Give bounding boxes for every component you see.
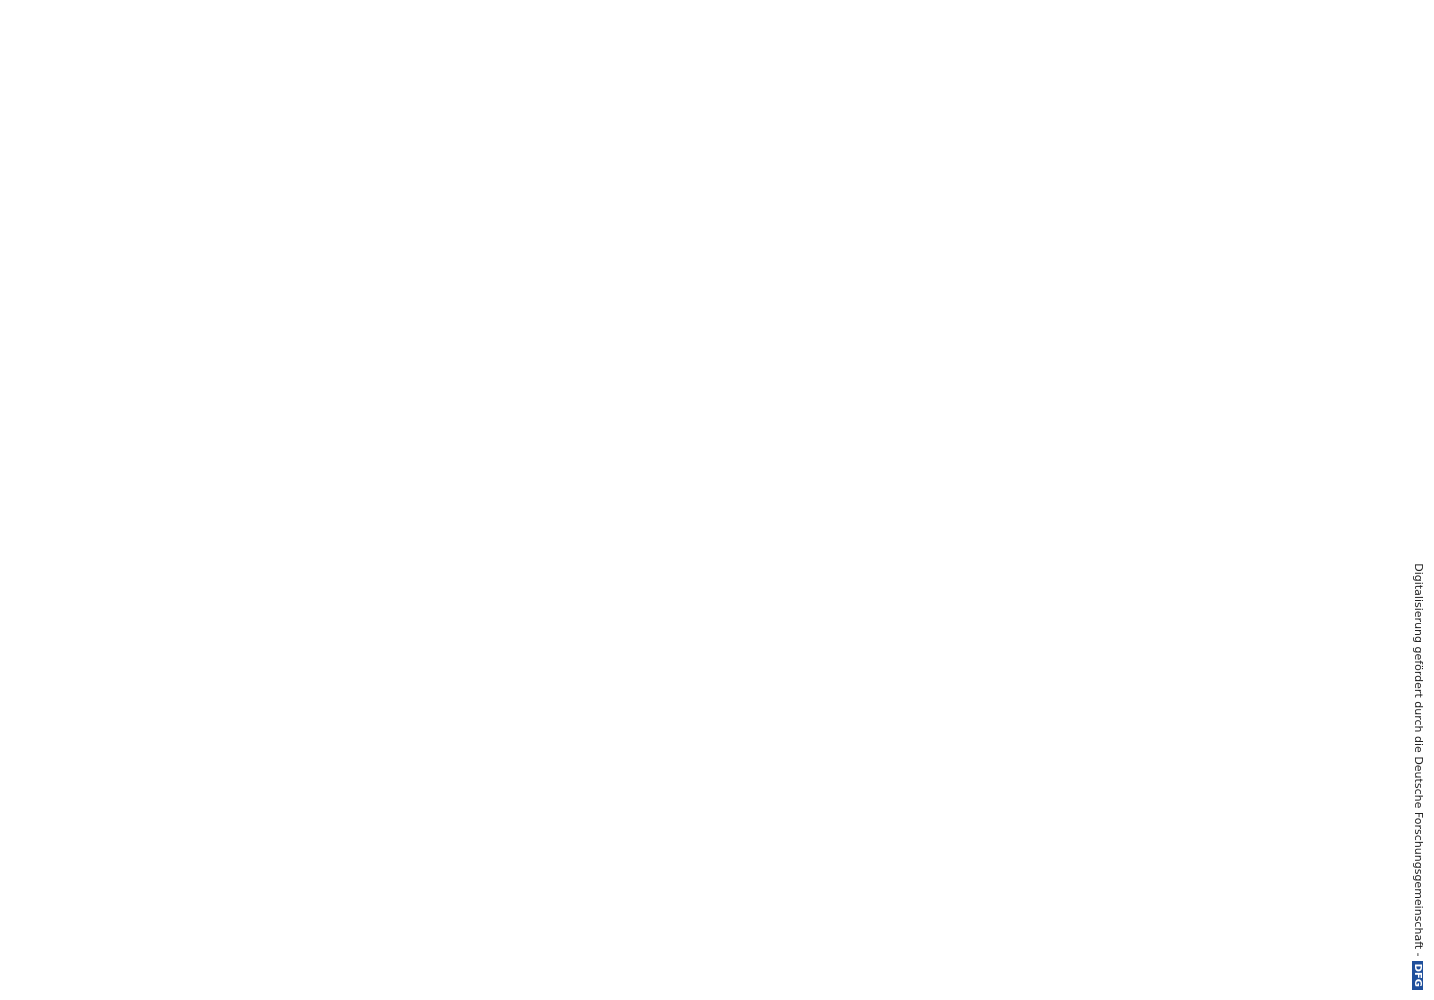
credit-text: Digitalisierung gefördert durch die Deutsche Forschungsgemeinschaft - — [1412, 563, 1425, 957]
digitization-credit — [1412, 10, 1430, 990]
credit-line — [1412, 10, 1425, 990]
dfg-logo: DFG — [1412, 961, 1423, 990]
